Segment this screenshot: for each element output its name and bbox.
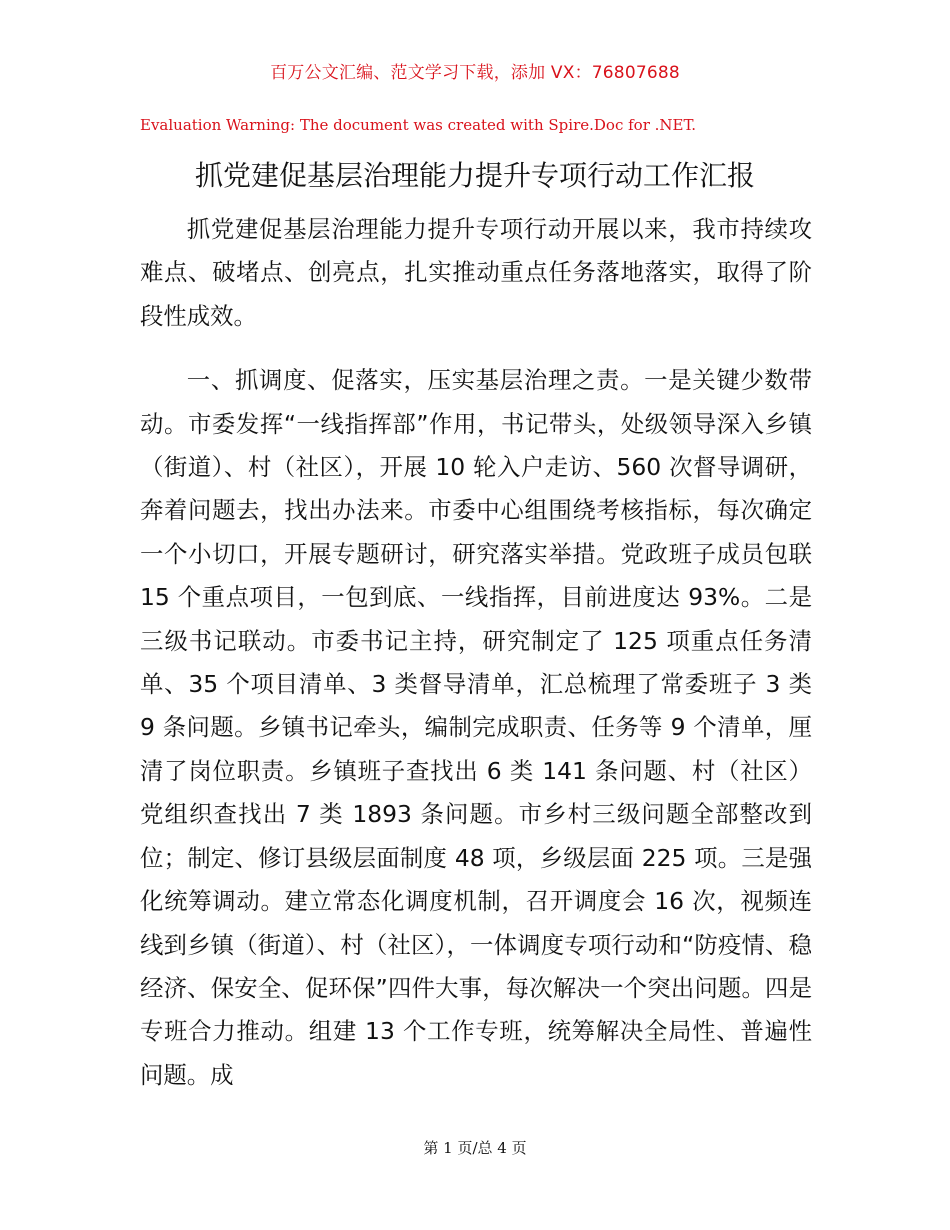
page-number-footer: 第 1 页/总 4 页 xyxy=(423,1139,527,1157)
paragraph-section-one: 一、抓调度、促落实，压实基层治理之责。一是关键少数带动。市委发挥“一线指挥部”作用，书记带头，处级领导深入乡镇（街道）、村（社区），开展 10 轮入户走访、560 次督导调研，奔着问题去，找出办法来。市委中心组围绕考核指标，每次确定一个小切口，开展专题研讨，研究落实举措。党政班子成员包联 15 个重点项目，一包到底、一线指挥，目前进度达 93%。二是三级书记联动。市委书记主持，研究制定了 125 项重点任务清单、35 个项目清单、3 类督导清单，汇总梳理了常委班子 3 类 9 条问题。乡镇书记牵头，编制完成职责、任务等 9 个清单，厘清了岗位职责。乡镇班子查找出 6 类 141 条问题、村（社区）党组织查找出 7 类 1893 条问题。市乡村三级问题全部整改到位；制定、修订县级层面制度 48 项，乡级层面 225 项。三是强化统筹调动。建立常态化调度机制，召开调度会 16 次，视频连线到乡镇（街道）、村（社区），一体调度专项行动和“防疫情、稳经济、保安全、促环保”四件大事，每次解决一个突出问题。四是专班合力推动。组建 13 个工作专班，统筹解决全局性、普遍性问题。成 xyxy=(140,366,812,1089)
header-promo-text: 百万公文汇编、范文学习下载，添加 VX：76807688 xyxy=(270,63,680,83)
paragraph-intro: 抓党建促基层治理能力提升专项行动开展以来，我市持续攻难点、破堵点、创亮点，扎实推动重点任务落地落实，取得了阶段性成效。 xyxy=(140,215,812,330)
document-title: 抓党建促基层治理能力提升专项行动工作汇报 xyxy=(194,159,755,192)
document-body xyxy=(140,208,812,1097)
evaluation-warning: Evaluation Warning: The document was created with Spire.Doc for .NET. xyxy=(140,116,697,134)
